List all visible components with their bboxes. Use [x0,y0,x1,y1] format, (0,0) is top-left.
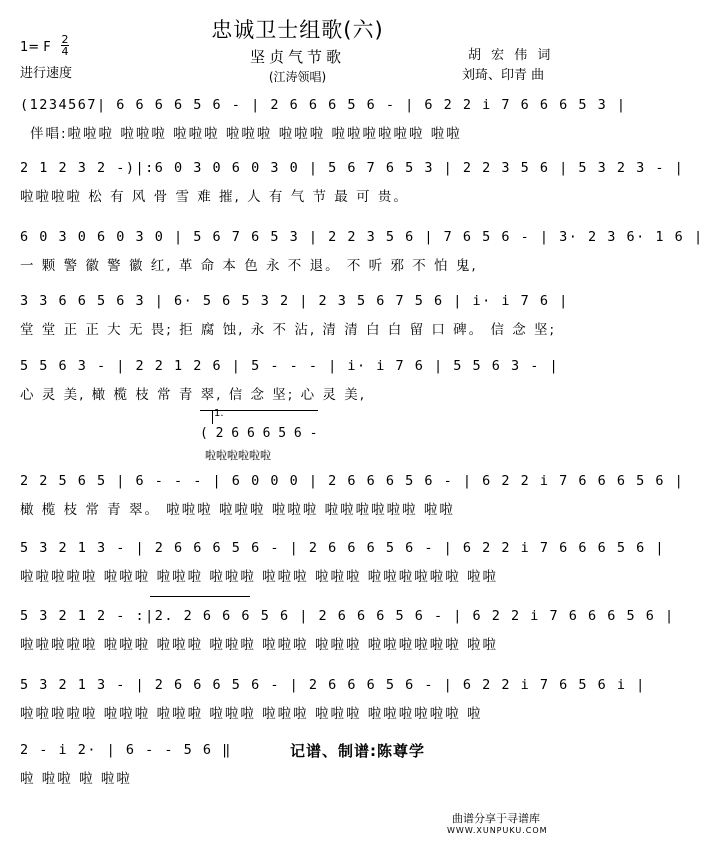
watermark-url: WWW.XUNPUKU.COM [447,826,548,835]
notation-line-1: (1234567| 6 6 6 6 5 6 - | 2 6 6 6 5 6 - | 6 2 2 i 7 6 6 6 5 3 | [20,97,627,113]
volta-label: 1. [214,408,224,419]
notation-line-7: 5 3 2 1 3 - | 2 6 6 6 5 6 - | 2 6 6 6 5 6 - | 6 2 2 i 7 6 6 6 5 6 | [20,540,666,556]
score-subtitle: 坚贞气节歌 [249,48,345,66]
lyric-line-1: 伴唱:啦啦啦 啦啦啦 啦啦啦 啦啦啦 啦啦啦 啦啦啦啦啦啦 啦啦 [30,126,462,142]
transcriber-credit: 记谱、制谱:陈尊学 [290,742,425,760]
notation-line-4: 3 3 6 6 5 6 3 | 6· 5 6 5 3 2 | 2 3 5 6 7 5 6 | i· i 7 6 | [20,293,569,309]
volta-2-bracket [150,596,250,597]
score-title: 忠诚卫士组歌(六) [211,18,384,42]
lyric-line-8: 啦啦啦啦啦 啦啦啦 啦啦啦 啦啦啦 啦啦啦 啦啦啦 啦啦啦啦啦啦 啦啦 [20,637,499,653]
time-signature [61,34,69,57]
tempo-marking: 进行速度 [20,66,73,81]
key-signature: 1= F [20,40,51,55]
notation-line-2: 2 1 2 3 2 -)|:6 0 3 0 6 0 3 0 | 5 6 7 6 5 3 | 2 2 3 5 6 | 5 3 2 3 - | [20,160,685,176]
lyric-line-10: 啦 啦啦 啦 啦啦 [20,771,132,787]
lyric-line-5: 心 灵 美, 橄 榄 枝 常 青 翠, 信 念 坚; 心 灵 美, [20,387,366,403]
lyric-line-4: 堂 堂 正 正 大 无 畏; 拒 腐 蚀, 永 不 沾, 清 清 白 白 留 口 碑。 信 念 坚; [20,322,557,338]
notation-line-9: 5 3 2 1 3 - | 2 6 6 6 5 6 - | 2 6 6 6 5 6 - | 6 2 2 i 7 6 5 6 i | [20,677,646,693]
composer-credit: 刘琦、印青 曲 [462,68,545,83]
lyricist-credit: 胡 宏 伟 词 [468,48,554,63]
notation-line-3: 6 0 3 0 6 0 3 0 | 5 6 7 6 5 3 | 2 2 3 5 6 | 7 6 5 6 - | 3· 2 3 6· 1 6 | [20,229,704,245]
notation-line-8: 5 3 2 1 2 - :|2. 2 6 6 6 5 6 | 2 6 6 6 5 6 - | 6 2 2 i 7 6 6 6 5 6 | [20,608,675,624]
lyric-line-9: 啦啦啦啦啦 啦啦啦 啦啦啦 啦啦啦 啦啦啦 啦啦啦 啦啦啦啦啦啦 啦 [20,706,483,722]
notation-line-6: 2 2 5 6 5 | 6 - - - | 6 0 0 0 | 2 6 6 6 5 6 - | 6 2 2 i 7 6 6 6 5 6 | [20,473,685,489]
notation-line-10: 2 - i 2· | 6 - - 5 6 ‖ [20,742,232,758]
volta-bracket-side [212,410,213,424]
volta-lyrics: 啦啦啦啦啦啦 [205,449,271,462]
lyric-line-3: 一 颗 警 徽 警 徽 红, 革 命 本 色 永 不 退。 不 听 邪 不 怕 鬼, [20,258,478,274]
watermark-text: 曲谱分享于寻谱库 [452,812,540,825]
lyric-line-2: 啦啦啦啦 松 有 风 骨 雪 难 摧, 人 有 气 节 最 可 贵。 [20,189,409,205]
singer-note: (江涛领唱) [268,70,327,84]
lyric-line-6: 橄 榄 枝 常 青 翠。 啦啦啦 啦啦啦 啦啦啦 啦啦啦啦啦啦 啦啦 [20,502,455,518]
volta-notes: ( 2 6 6 6 5 6 - [200,426,318,441]
time-sig-bottom: 4 [61,45,69,58]
notation-line-5: 5 5 6 3 - | 2 2 1 2 6 | 5 - - - | i· i 7 6 | 5 5 6 3 - | [20,358,560,374]
lyric-line-7: 啦啦啦啦啦 啦啦啦 啦啦啦 啦啦啦 啦啦啦 啦啦啦 啦啦啦啦啦啦 啦啦 [20,569,499,585]
time-sig-top: 2 [61,33,69,46]
